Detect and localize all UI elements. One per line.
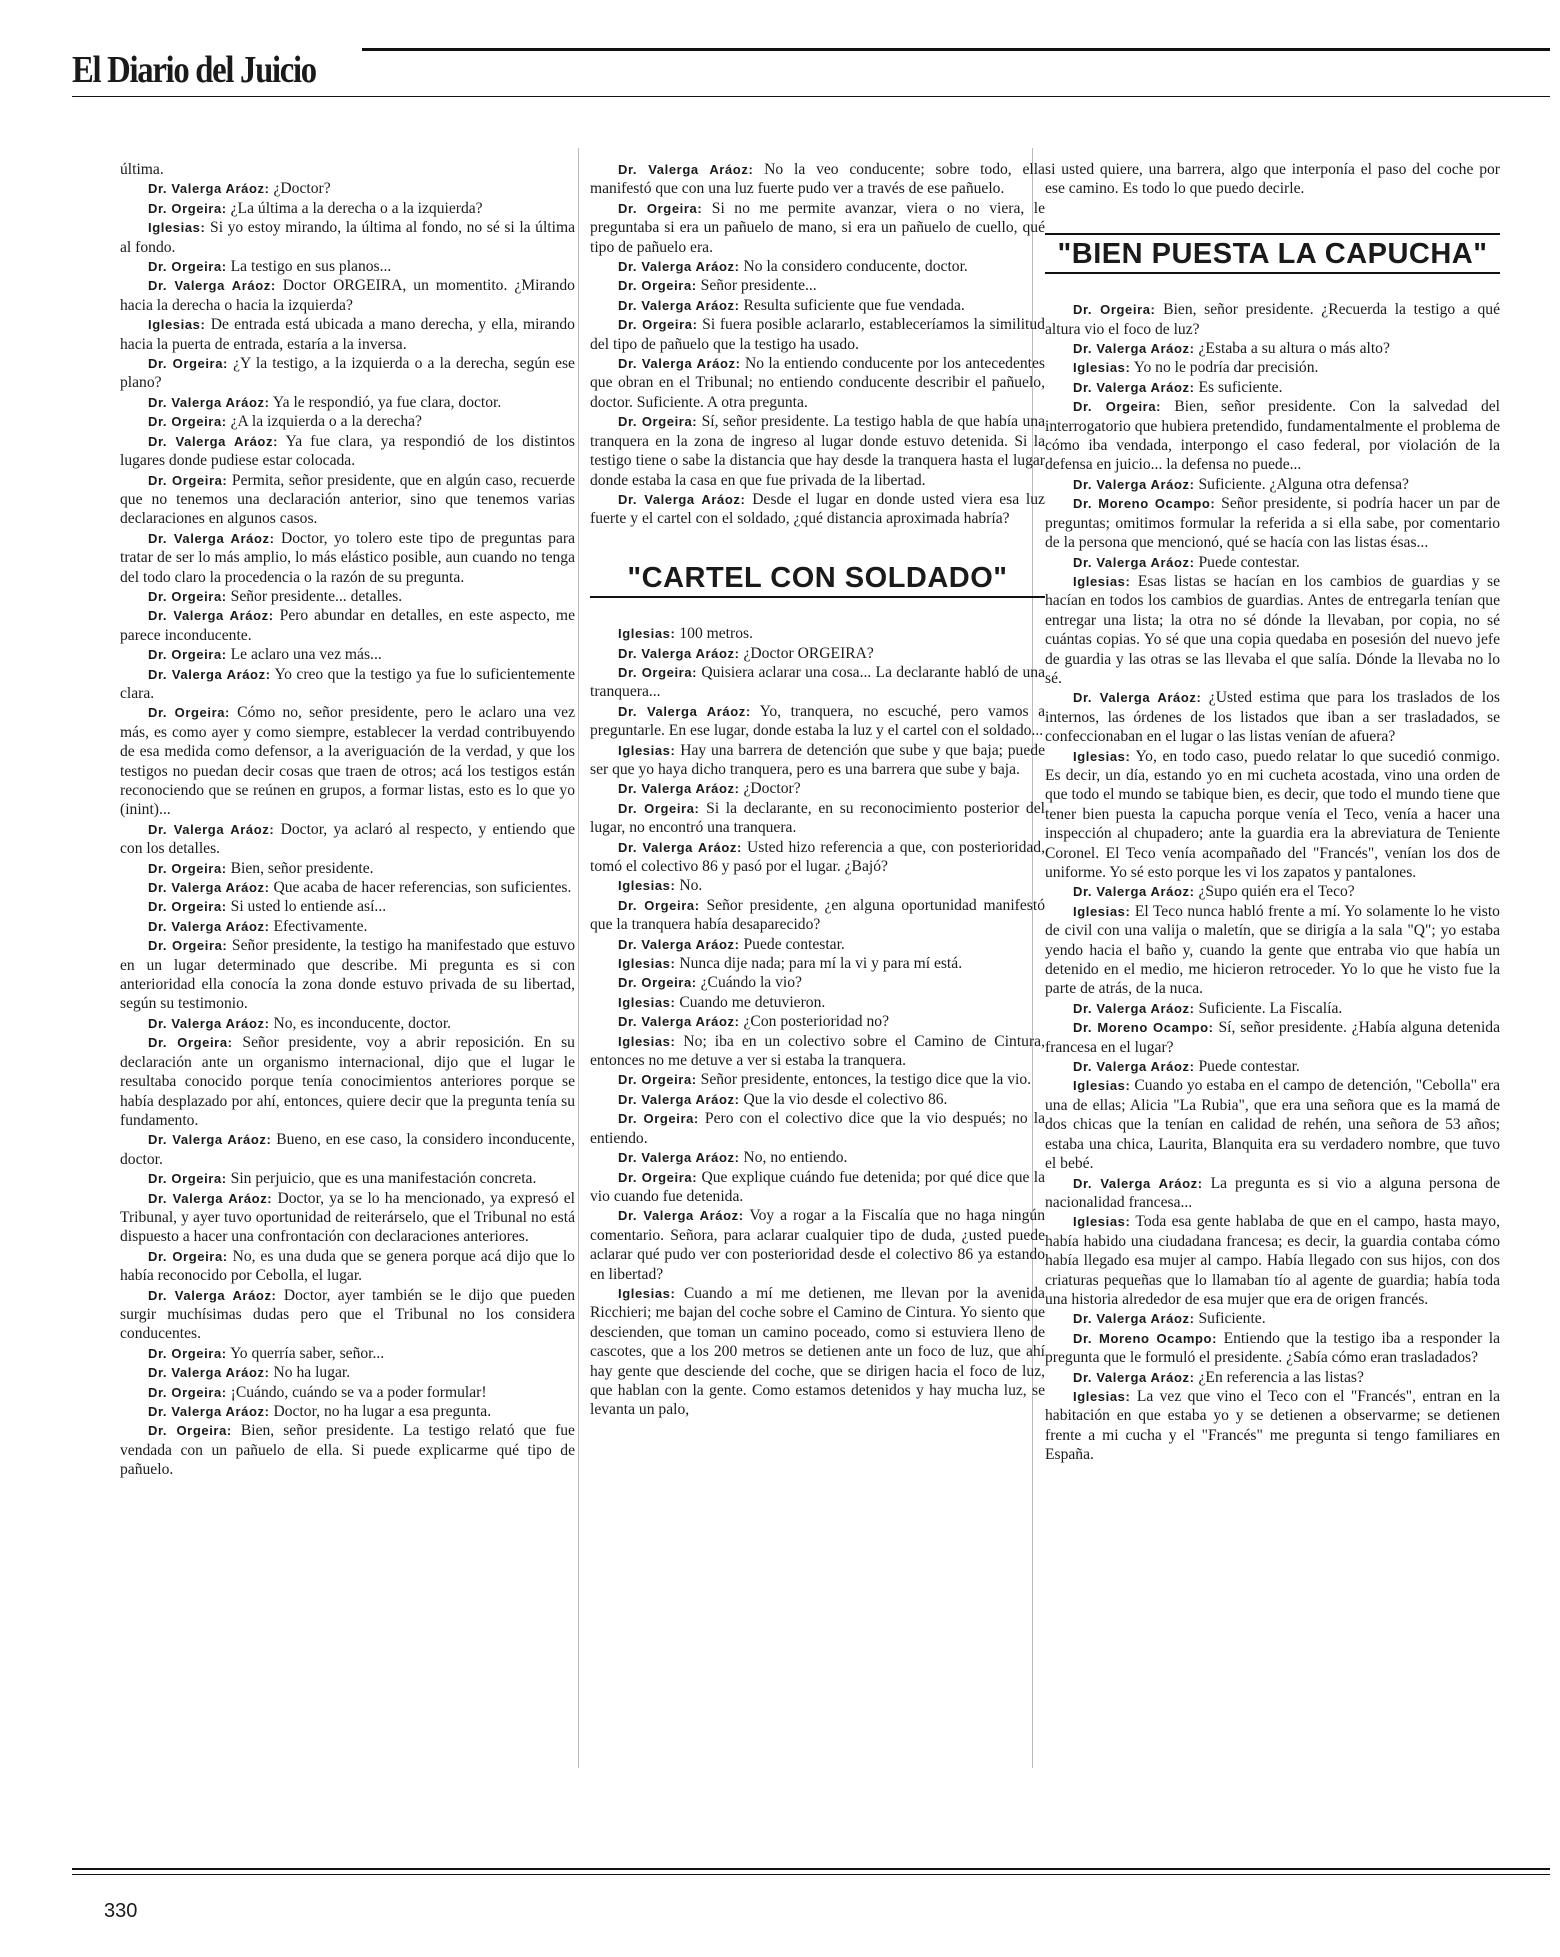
speech-text: Si la declarante, en su reconocimiento posterior del lugar, no encontró una tranquera. [590,799,1045,837]
transcript-paragraph [590,876,1045,895]
transcript-paragraph [120,471,575,529]
speech-text: Señor presidente... [700,277,817,295]
speech-text: Desde el lugar en donde usted viera esa luz fuerte y el cartel con el soldado, ¿qué distancia aproximada habría? [590,490,1045,528]
column-1 [120,160,575,1480]
speech-text: Bien, señor presidente. La testigo relató que fue vendada con un pañuelo de ella. Si puede explicarme qué tipo de pañuelo. [120,1422,575,1479]
speaker-label: Iglesias: [1073,1214,1131,1230]
transcript-paragraph [1045,339,1500,358]
transcript-paragraph [120,859,575,878]
speaker-label: Dr. Valerga Aráoz: [148,666,271,682]
transcript-paragraph [590,412,1045,490]
speaker-label: Dr. Valerga Aráoz: [1073,476,1195,492]
speaker-label: Iglesias: [618,1033,676,1049]
speaker-label: Dr. Valerga Aráoz: [618,645,740,661]
transcript-paragraph [120,1014,575,1033]
speech-text: La pregunta es si vio a alguna persona de nacionalidad francesa... [1045,1174,1500,1211]
transcript-paragraph [1045,902,1500,999]
transcript-paragraph [1045,572,1500,688]
speech-text: Puede contestar. [1198,1058,1300,1076]
speech-text: Entiendo que la testigo iba a responder la pregunta que le formuló el presidente. ¿Sabía cómo eran trasladados? [1045,1329,1500,1367]
speech-text: Doctor, yo tolero este tipo de preguntas para tratar de ser lo más amplio, lo más elástico posible, aun cuando no tenga del todo claro la procedencia o la razón de su pregunta. [120,529,575,586]
speaker-label: Dr. Valerga Aráoz: [618,356,741,372]
speech-text: Efectivamente. [273,917,368,935]
transcript-paragraph [590,1070,1045,1089]
speaker-label: Iglesias: [1073,360,1131,376]
transcript-paragraph [1045,160,1500,199]
speech-text: última. [120,161,164,178]
speech-text: ¡Cuándo, cuándo se va a poder formular! [230,1383,487,1401]
transcript-paragraph [1045,1057,1500,1076]
transcript-paragraph [120,1130,575,1169]
speaker-label: Dr. Valerga Aráoz: [148,1404,270,1419]
transcript-paragraph [590,1090,1045,1109]
speaker-label: Dr. Moreno Ocampo: [1073,1330,1218,1346]
transcript-paragraph [1045,1212,1500,1309]
speech-text: Que explique cuándo fue detenida; por qué dice que la vio cuando fue detenida. [590,1168,1045,1205]
transcript-paragraph [590,296,1045,315]
transcript-paragraph [590,993,1045,1012]
transcript-paragraph [120,529,575,587]
speech-text: Usted hizo referencia a que, con posterioridad, tomó el colectivo 86 y pasó por el lugar. ¿Bajó? [590,838,1045,875]
speech-text: Toda esa gente hablaba de que en el campo, hasta mayo, había habido una ciudadana francesa; es decir, la guardia contaba cómo había llegado esa mujer al campo. Había llegado con sus hijos, con dos criaturas pequeñas que lo llamaban tío al agente de guardia; había toda una historia alrededor de esa mujer que era de origen francés. [1045,1213,1500,1308]
speaker-label: Dr. Valerga Aráoz: [618,1091,740,1107]
transcript-paragraph [120,820,575,859]
transcript-paragraph [1045,1174,1500,1213]
transcript-paragraph [120,1383,575,1402]
speech-text: La testigo en sus planos... [230,258,392,276]
speaker-label: Dr. Valerga Aráoz: [618,1208,744,1224]
section-heading-cartel: "CARTEL CON SOLDADO" [590,559,1045,598]
transcript-paragraph [120,897,575,916]
speech-text: Bien, señor presidente. Con la salvedad del interrogatorio que hubiera pretendido, fundamentalmente el problema de cómo iba vendada, interpongo el caso federal, por violación de la defensa en juicio... la defensa no puede... [1045,398,1500,474]
speech-text: La vez que vino el Teco con el "Francés", entran en la habitación en que estaba yo y se detienen a observarme; se detienen frente a mi cucha y el "Francés" me pregunta si tengo familiares en España. [1045,1387,1500,1464]
transcript-paragraph [590,896,1045,935]
speaker-label: Dr. Valerga Aráoz: [618,297,740,313]
transcript-paragraph [1045,882,1500,901]
speech-text: Nunca dije nada; para mí la vi y para mí está. [679,955,963,973]
speech-text: Yo creo que la testigo ya fue lo suficientemente clara. [120,665,575,702]
column-3 [1045,160,1500,1465]
speech-text: ¿Usted estima que para los traslados de los internos, las órdenes de los listados que iban a ser trasladados, se confeccionaban en el lugar o las listas venían de afuera? [1045,689,1500,746]
speaker-label: Dr. Orgeira: [148,1423,232,1439]
speaker-label: Dr. Valerga Aráoz: [148,1015,270,1031]
section-heading-capucha: "BIEN PUESTA LA CAPUCHA" [1045,233,1500,274]
transcript-paragraph [120,257,575,276]
page-number: 330 [104,1900,138,1922]
speech-text: No, no entiendo. [743,1149,848,1167]
transcript-paragraph [120,1363,575,1382]
transcript-paragraph [1045,300,1500,339]
transcript-paragraph [120,315,575,354]
speaker-label: Iglesias: [1073,1388,1131,1404]
speech-text: Cuando a mí me detienen, me llevan por la avenida Ricchieri; me bajan del coche sobre el Camino de Cintura. Yo siento que descienden, que toman un camino poceado, como si estuviera lleno de cascotes, que a los 200 metros se detienen ante un foco de luz, que ahí hay gente que desciende del coche, que se dirigen hacia el foco de luz, que hablan con la gente. Como estamos detenidos y hay mucha luz, se levanta un palo, [590,1284,1045,1419]
speech-text: Doctor, no ha lugar a esa pregunta. [273,1403,492,1420]
speaker-label: Dr. Valerga Aráoz: [148,880,270,896]
speaker-label: Dr. Valerga Aráoz: [1073,1369,1195,1385]
speech-text: Señor presidente, ¿en alguna oportunidad manifestó que la tranquera había desaparecido? [590,896,1045,934]
speech-text: Señor presidente, si podría hacer un par de preguntas; omitimos formular la referida a si ella sabe, por comentario de la persona que mencionó, qué se hacía con las listas ésas... [1045,495,1500,552]
speaker-label: Dr. Orgeira: [618,800,700,816]
column-2 [590,160,1045,1420]
speech-text: Yo, en todo caso, puedo relatar lo que sucedió conmigo. Es decir, un día, estando yo en mi cucheta acostada, vino una orden de que todo el mundo se tabique bien, es decir, que todo el mundo tiene que tener bien puesta la capucha porque venía el Teco, venía a hacer una inspección al chupadero; ante la guardia era la abreviatura de Teniente Coronel. El Teco venía acompañado del "Francés", venían los dos de uniforme. Yo sé esto porque les vi los zapatos y pantalones. [1045,747,1500,881]
speaker-label: Dr. Orgeira: [148,200,227,216]
transcript-paragraph [590,838,1045,877]
transcript-paragraph [590,702,1045,741]
speaker-label: Dr. Orgeira: [148,705,230,721]
footer-rule [72,1868,1550,1870]
speaker-label: Dr. Valerga Aráoz: [618,936,740,952]
transcript-paragraph [590,1012,1045,1031]
speaker-label: Dr. Valerga Aráoz: [148,1190,273,1206]
speech-text: Permita, señor presidente, que en algún caso, recuerde que no tenemos una declaración anterior, sino que tenemos varias declaraciones en algunos casos. [120,471,575,528]
speech-text: Yo no le podría dar precisión. [1133,359,1319,377]
speaker-label: Dr. Valerga Aráoz: [1073,1000,1195,1016]
speech-text: No la considero conducente, doctor. [743,258,968,276]
speech-text: ¿La última a la derecha o a la izquierda? [230,199,483,217]
transcript-paragraph [1045,1309,1500,1328]
speech-text: Es suficiente. [1198,378,1283,396]
speech-text: Sí, señor presidente. La testigo habla de que había una tranquera en la zona de ingreso al lugar donde estuvo detenida. Si la testigo tiene o sabe la distancia que hay desde la tranquera hasta el lugar donde estaba la casa en que fue privada de la libertad. [590,413,1046,489]
speech-text: Señor presidente, voy a abrir reposición. En su declaración ante un organismo internacional, dijo que el lugar le resultaba conocido porque tenía conocimientos anteriores porque se había desplazado por ahí, entonces, quiere decir que la pregunta tenía su fundamento. [120,1034,575,1129]
speech-text: Señor presidente, la testigo ha manifestado que estuvo en un lugar determinado que describe. Mi pregunta es si con anterioridad ella conocía la zona donde estuvo privada de su libertad, según su testimonio. [120,937,576,1013]
speech-text: No la entiendo conducente por los antecedentes que obran en el Tribunal; no entiendo conducente describir el pañuelo, doctor. Suficiente. A otra pregunta. [590,355,1045,411]
transcript-paragraph [1045,1368,1500,1387]
speaker-label: Dr. Orgeira: [148,1035,233,1051]
speaker-label: Dr. Valerga Aráoz: [148,1287,277,1303]
transcript-paragraph [120,432,575,471]
masthead-top-rule [362,48,1550,51]
speaker-label: Dr. Orgeira: [148,899,227,915]
speech-text: Si no me permite avanzar, viera o no viera, le preguntaba si era un pañuelo de mano, si era un pañuelo de cuello, qué tipo de pañuelo era. [590,199,1045,256]
speaker-label: Dr. Valerga Aráoz: [148,608,274,624]
transcript-paragraph [590,490,1045,529]
speaker-label: Dr. Orgeira: [618,317,698,333]
transcript-paragraph [590,1168,1045,1207]
speech-text: ¿Doctor ORGEIRA? [743,644,874,662]
transcript-paragraph [590,799,1045,838]
transcript-paragraph [120,412,575,431]
transcript-paragraph [120,393,575,412]
transcript-col3b [1045,300,1500,1464]
masthead [72,42,1550,102]
speech-text: ¿A la izquierda o a la derecha? [230,413,422,431]
speaker-label: Dr. Valerga Aráoz: [618,839,742,855]
transcript-paragraph [1045,475,1500,494]
speaker-label: Dr. Orgeira: [148,356,228,372]
speech-text: Yo querría saber, señor... [230,1344,385,1362]
speaker-label: Iglesias: [618,956,676,972]
speaker-label: Dr. Valerga Aráoz: [618,781,740,797]
speech-text: ¿Doctor? [273,180,331,198]
speech-text: Si usted lo entiende así... [230,898,387,916]
speech-text: Suficiente. La Fiscalía. [1198,999,1343,1017]
speaker-label: Dr. Valerga Aráoz: [1073,341,1195,357]
speaker-label: Dr. Orgeira: [148,1345,227,1361]
speaker-label: Iglesias: [1073,748,1131,764]
speech-text: Sí, señor presidente. ¿Había alguna detenida francesa en el lugar? [1045,1019,1500,1056]
speech-text: Ya le respondió, ya fue clara, doctor. [272,393,502,411]
speech-text: No la veo conducente; sobre todo, ella manifestó que con una luz fuerte pudo ver a través de ese pañuelo. [590,161,1045,198]
transcript-col3a [1045,160,1500,199]
speaker-label: Dr. Valerga Aráoz: [1073,554,1195,570]
transcript-paragraph [120,1189,575,1247]
transcript-paragraph [1045,553,1500,572]
speaker-label: Dr. Orgeira: [618,1111,699,1127]
transcript-col2a [590,160,1045,529]
speaker-label: Iglesias: [618,742,676,758]
transcript-paragraph [590,354,1045,412]
speech-text: El Teco nunca habló frente a mí. Yo solamente lo he visto de civil con una valija o maletín, que se dirigía a la sala "Q"; yo estaba yendo hacia el baño y, cuando la gente que entraba vio que había un detenido en el medio, me hicieron retroceder. Yo lo que he visto fue la parte de atrás, de la nuca. [1045,902,1500,998]
speech-text: ¿Con posterioridad no? [743,1013,890,1031]
speech-text: No. [679,877,703,895]
speaker-label: Dr. Valerga Aráoz: [618,491,746,507]
speaker-label: Iglesias: [618,1285,676,1301]
transcript-col2b [590,624,1045,1420]
speaker-label: Dr. Orgeira: [148,414,227,430]
transcript-paragraph [590,1148,1045,1167]
speech-text: Cuando me detuvieron. [679,993,826,1011]
speaker-label: Dr. Orgeira: [148,860,227,876]
speech-text: No; iba en un colectivo sobre el Camino de Cintura, entonces no me detuve a ver si estaba la tranquera. [590,1032,1045,1070]
speech-text: Resulta suficiente que fue vendada. [743,296,965,314]
speech-text: ¿Supo quién era el Teco? [1198,883,1355,901]
speaker-label: Dr. Valerga Aráoz: [1073,1175,1203,1191]
speech-text: Bien, señor presidente. ¿Recuerda la testigo a qué altura vio el foco de luz? [1045,301,1500,338]
speech-text: Pero abundar en detalles, en este aspecto, me parece inconducente. [120,607,575,644]
speaker-label: Dr. Orgeira: [618,414,698,430]
speech-text: Señor presidente, entonces, la testigo dice que la vio. [700,1071,1032,1089]
speaker-label: Dr. Valerga Aráoz: [1073,1311,1195,1327]
masthead-bottom-rule [72,96,1550,97]
speech-text: Doctor, ayer también se le dijo que pueden surgir muchísimas dudas pero que el Tribunal no los considera conducentes. [120,1286,575,1343]
column-divider [578,148,579,1768]
speech-text: Señor presidente... detalles. [230,587,403,605]
transcript-paragraph [590,779,1045,798]
transcript-paragraph [1045,378,1500,397]
speaker-label: Dr. Valerga Aráoz: [1073,379,1195,395]
footer-rule-thin [72,1874,1550,1875]
transcript-paragraph [120,587,575,606]
transcript-paragraph [120,1402,575,1421]
speech-text: Cuando yo estaba en el campo de detención, "Cebolla" era una de ellas; Alicia "La Rubia", que era una señora que es la mamá de dos chicas que la tenían en calidad de rehén, una señora de 53 años; estaba una chica, Laurita, Blanquita era su verdadero nombre, que tuvo el bebé. [1045,1077,1500,1173]
transcript-paragraph [120,354,575,393]
speaker-label: Dr. Valerga Aráoz: [148,1365,270,1381]
speaker-label: Dr. Valerga Aráoz: [618,1150,740,1166]
speech-text: Le aclaro una vez más... [230,646,382,664]
transcript-paragraph [590,741,1045,780]
speech-text: Pero con el colectivo dice que la vio después; no la entiendo. [590,1110,1045,1147]
transcript-paragraph [1045,1076,1500,1173]
transcript-paragraph [590,199,1045,257]
transcript-paragraph [120,1247,575,1286]
speech-text: Voy a rogar a la Fiscalía que no haga ningún comentario. Señora, para aclarar cualquier tipo de duda, ¿usted puede aclarar qué pudo ver con posterioridad desde el colectivo 86 ya estando en libertad? [590,1207,1045,1283]
speaker-label: Dr. Orgeira: [148,938,228,954]
speaker-label: Iglesias: [618,626,676,642]
speech-text: Suficiente. ¿Alguna otra defensa? [1198,475,1409,493]
speaker-label: Dr. Orgeira: [618,1169,698,1185]
speaker-label: Iglesias: [1073,573,1131,589]
speech-text: Sin perjuicio, que es una manifestación concreta. [230,1170,537,1188]
speaker-label: Dr. Valerga Aráoz: [618,703,751,719]
transcript-paragraph [120,218,575,257]
transcript-paragraph [120,179,575,198]
speech-text: Esas listas se hacían en los cambios de guardias y se hacían en todos los cambios de guardias. Antes de entregarla tenían que entregar una lista; la otra no sé dónde la llevaban, por copia, no sé cuántas copias. Yo sé que una copia quedaba en posesión del nuevo jefe de guardia y las otras se las llevaba el que salía. Dónde la llevaba no lo sé. [1045,572,1500,687]
transcript-paragraph [590,663,1045,702]
speech-text: Bueno, en ese caso, la considero inconducente, doctor. [120,1131,575,1168]
speech-text: Si fuera posible aclararlo, estableceríamos la similitud del tipo de pañuelo que la testigo ha usado. [590,316,1045,353]
masthead-title: El Diario del Juicio [72,49,316,91]
speaker-label: Dr. Valerga Aráoz: [148,530,275,546]
transcript-paragraph [120,645,575,664]
speech-text: Puede contestar. [1198,553,1300,571]
speaker-label: Dr. Orgeira: [618,975,697,991]
transcript-paragraph [590,644,1045,663]
transcript-paragraph [590,257,1045,276]
speech-text: Ya fue clara, ya respondió de los distintos lugares donde pudiese estar colocada. [120,432,576,470]
speech-text: No, es una duda que se genera porque acá dijo que lo había reconocido por Cebolla, el lugar. [120,1247,575,1285]
speaker-label: Dr. Moreno Ocampo: [1073,496,1216,512]
transcript-paragraph [590,1206,1045,1284]
speaker-label: Dr. Valerga Aráoz: [148,433,279,449]
transcript-paragraph [120,878,575,897]
transcript-paragraph [1045,999,1500,1018]
speech-text: Doctor, ya se lo ha mencionado, ya expresó el Tribunal, y ayer tuvo oportunidad de reiterárselo, que el Tribunal no está dispuesto a hacer una confrontación con declaraciones anteriores. [120,1189,575,1246]
speaker-label: Dr. Orgeira: [618,1072,697,1088]
transcript-paragraph [590,624,1045,643]
speaker-label: Dr. Valerga Aráoz: [1073,884,1195,900]
transcript-paragraph [120,1286,575,1344]
transcript-paragraph [590,973,1045,992]
transcript-paragraph [590,1109,1045,1148]
speech-text: Suficiente. [1198,1310,1266,1328]
speaker-label: Dr. Valerga Aráoz: [148,821,275,837]
speaker-label: Dr. Orgeira: [1073,399,1162,415]
transcript-paragraph [120,276,575,315]
transcript-paragraph [120,160,575,179]
speaker-label: Dr. Valerga Aráoz: [148,394,270,410]
transcript-paragraph [120,199,575,218]
transcript-paragraph [120,917,575,936]
speech-text: Doctor, ya aclaró al respecto, y entiendo que con los detalles. [120,820,576,858]
speaker-label: Dr. Orgeira: [148,259,227,275]
transcript-paragraph [590,935,1045,954]
speaker-label: Iglesias: [1073,1078,1131,1094]
speaker-label: Dr. Orgeira: [148,647,227,663]
speaker-label: Dr. Orgeira: [1073,302,1156,318]
transcript-paragraph [120,703,575,819]
speaker-label: Dr. Valerga Aráoz: [1073,690,1202,706]
transcript-paragraph [590,1284,1045,1420]
speaker-label: Dr. Orgeira: [618,278,697,294]
speaker-label: Dr. Valerga Aráoz: [618,162,754,177]
speech-text: Si yo estoy mirando, la última al fondo, no sé si la última al fondo. [120,219,575,256]
transcript-paragraph [590,160,1045,199]
speech-text: ¿Y la testigo, a la izquierda o a la derecha, según ese plano? [120,355,575,392]
transcript-paragraph [590,1032,1045,1071]
speaker-label: Dr. Orgeira: [618,664,698,680]
speech-text: Que la vio desde el colectivo 86. [743,1090,948,1108]
speaker-label: Dr. Valerga Aráoz: [148,1132,272,1148]
transcript-paragraph [1045,494,1500,552]
transcript-paragraph [590,315,1045,354]
transcript-paragraph [120,665,575,704]
speech-text: ¿En referencia a las listas? [1198,1368,1364,1386]
speech-text: ¿Cuándo la vio? [700,974,802,992]
speaker-label: Dr. Orgeira: [148,1171,227,1187]
speech-text: Hay una barrera de detención que sube y que baja; puede ser que yo haya dicho tranquera, pero es una barrera que sube y baja. [590,741,1045,778]
speaker-label: Dr. Orgeira: [148,588,227,604]
speaker-label: Dr. Orgeira: [148,472,228,488]
speaker-label: Iglesias: [618,878,676,894]
speaker-label: Dr. Valerga Aráoz: [618,259,740,275]
speaker-label: Dr. Valerga Aráoz: [148,181,270,197]
speaker-label: Iglesias: [148,317,206,333]
transcript-paragraph [120,936,575,1014]
transcript-paragraph [1045,397,1500,475]
speech-text: Doctor ORGEIRA, un momentito. ¿Mirando hacia la derecha o hacia la izquierda? [120,277,575,314]
speech-text: ¿Estaba a su altura o más alto? [1198,340,1390,358]
transcript-paragraph [120,1344,575,1363]
speech-text: Bien, señor presidente. [230,859,374,877]
speech-text: Quisiera aclarar una cosa... La declarante habló de una tranquera... [590,663,1045,701]
transcript-paragraph [1045,747,1500,883]
speech-text: No ha lugar. [273,1364,351,1382]
speaker-label: Dr. Moreno Ocampo: [1073,1020,1214,1036]
speaker-label: Dr. Valerga Aráoz: [148,918,270,934]
transcript-paragraph [590,954,1045,973]
transcript-paragraph [1045,358,1500,377]
transcript-paragraph [1045,688,1500,746]
speech-text: 100 metros. [679,625,753,643]
speaker-label: Dr. Orgeira: [618,897,700,913]
speaker-label: Dr. Valerga Aráoz: [1073,1059,1195,1075]
speech-text: No, es inconducente, doctor. [273,1014,452,1032]
transcript-paragraph [590,276,1045,295]
transcript-paragraph [120,1033,575,1130]
speaker-label: Dr. Orgeira: [148,1384,227,1400]
speaker-label: Dr. Orgeira: [618,200,703,216]
speaker-label: Dr. Valerga Aráoz: [618,1014,740,1030]
speaker-label: Iglesias: [1073,903,1131,919]
transcript-col1 [120,160,575,1480]
speech-text: ¿Doctor? [743,780,801,798]
transcript-paragraph [1045,1329,1500,1368]
speech-text: De entrada está ubicada a mano derecha, y ella, mirando hacia la puerta de entrada, estaría a la inversa. [120,316,575,353]
speech-text: Puede contestar. [743,935,845,953]
speech-text: Que acaba de hacer referencias, son suficientes. [273,879,572,897]
speaker-label: Iglesias: [618,994,676,1010]
speaker-label: Dr. Orgeira: [148,1248,228,1264]
transcript-paragraph [120,1169,575,1188]
transcript-paragraph [120,1421,575,1479]
speaker-label: Dr. Valerga Aráoz: [148,278,276,294]
speech-text: Yo, tranquera, no escuché, pero vamos a preguntarle. En ese lugar, donde estaba la luz y el cartel con el soldado... [590,702,1045,740]
transcript-paragraph [120,606,575,645]
speech-text: Cómo no, señor presidente, pero le aclaro una vez más, es como ayer y como siempre, establecer la verdad contribuyendo de esa medida como defensor, a la averiguación de la verdad, y que los testigos no puedan decir cosas que traen de otros; acá los testigos están reconociendo que se reúnen en grupos, a formar listas, esto es lo que yo (inint)... [120,704,576,819]
transcript-paragraph [1045,1018,1500,1057]
speaker-label: Iglesias: [148,220,206,236]
speech-text: si usted quiere, una barrera, algo que interponía el paso del coche por ese camino. Es todo lo que puedo decirle. [1045,161,1500,198]
transcript-paragraph [1045,1387,1500,1465]
